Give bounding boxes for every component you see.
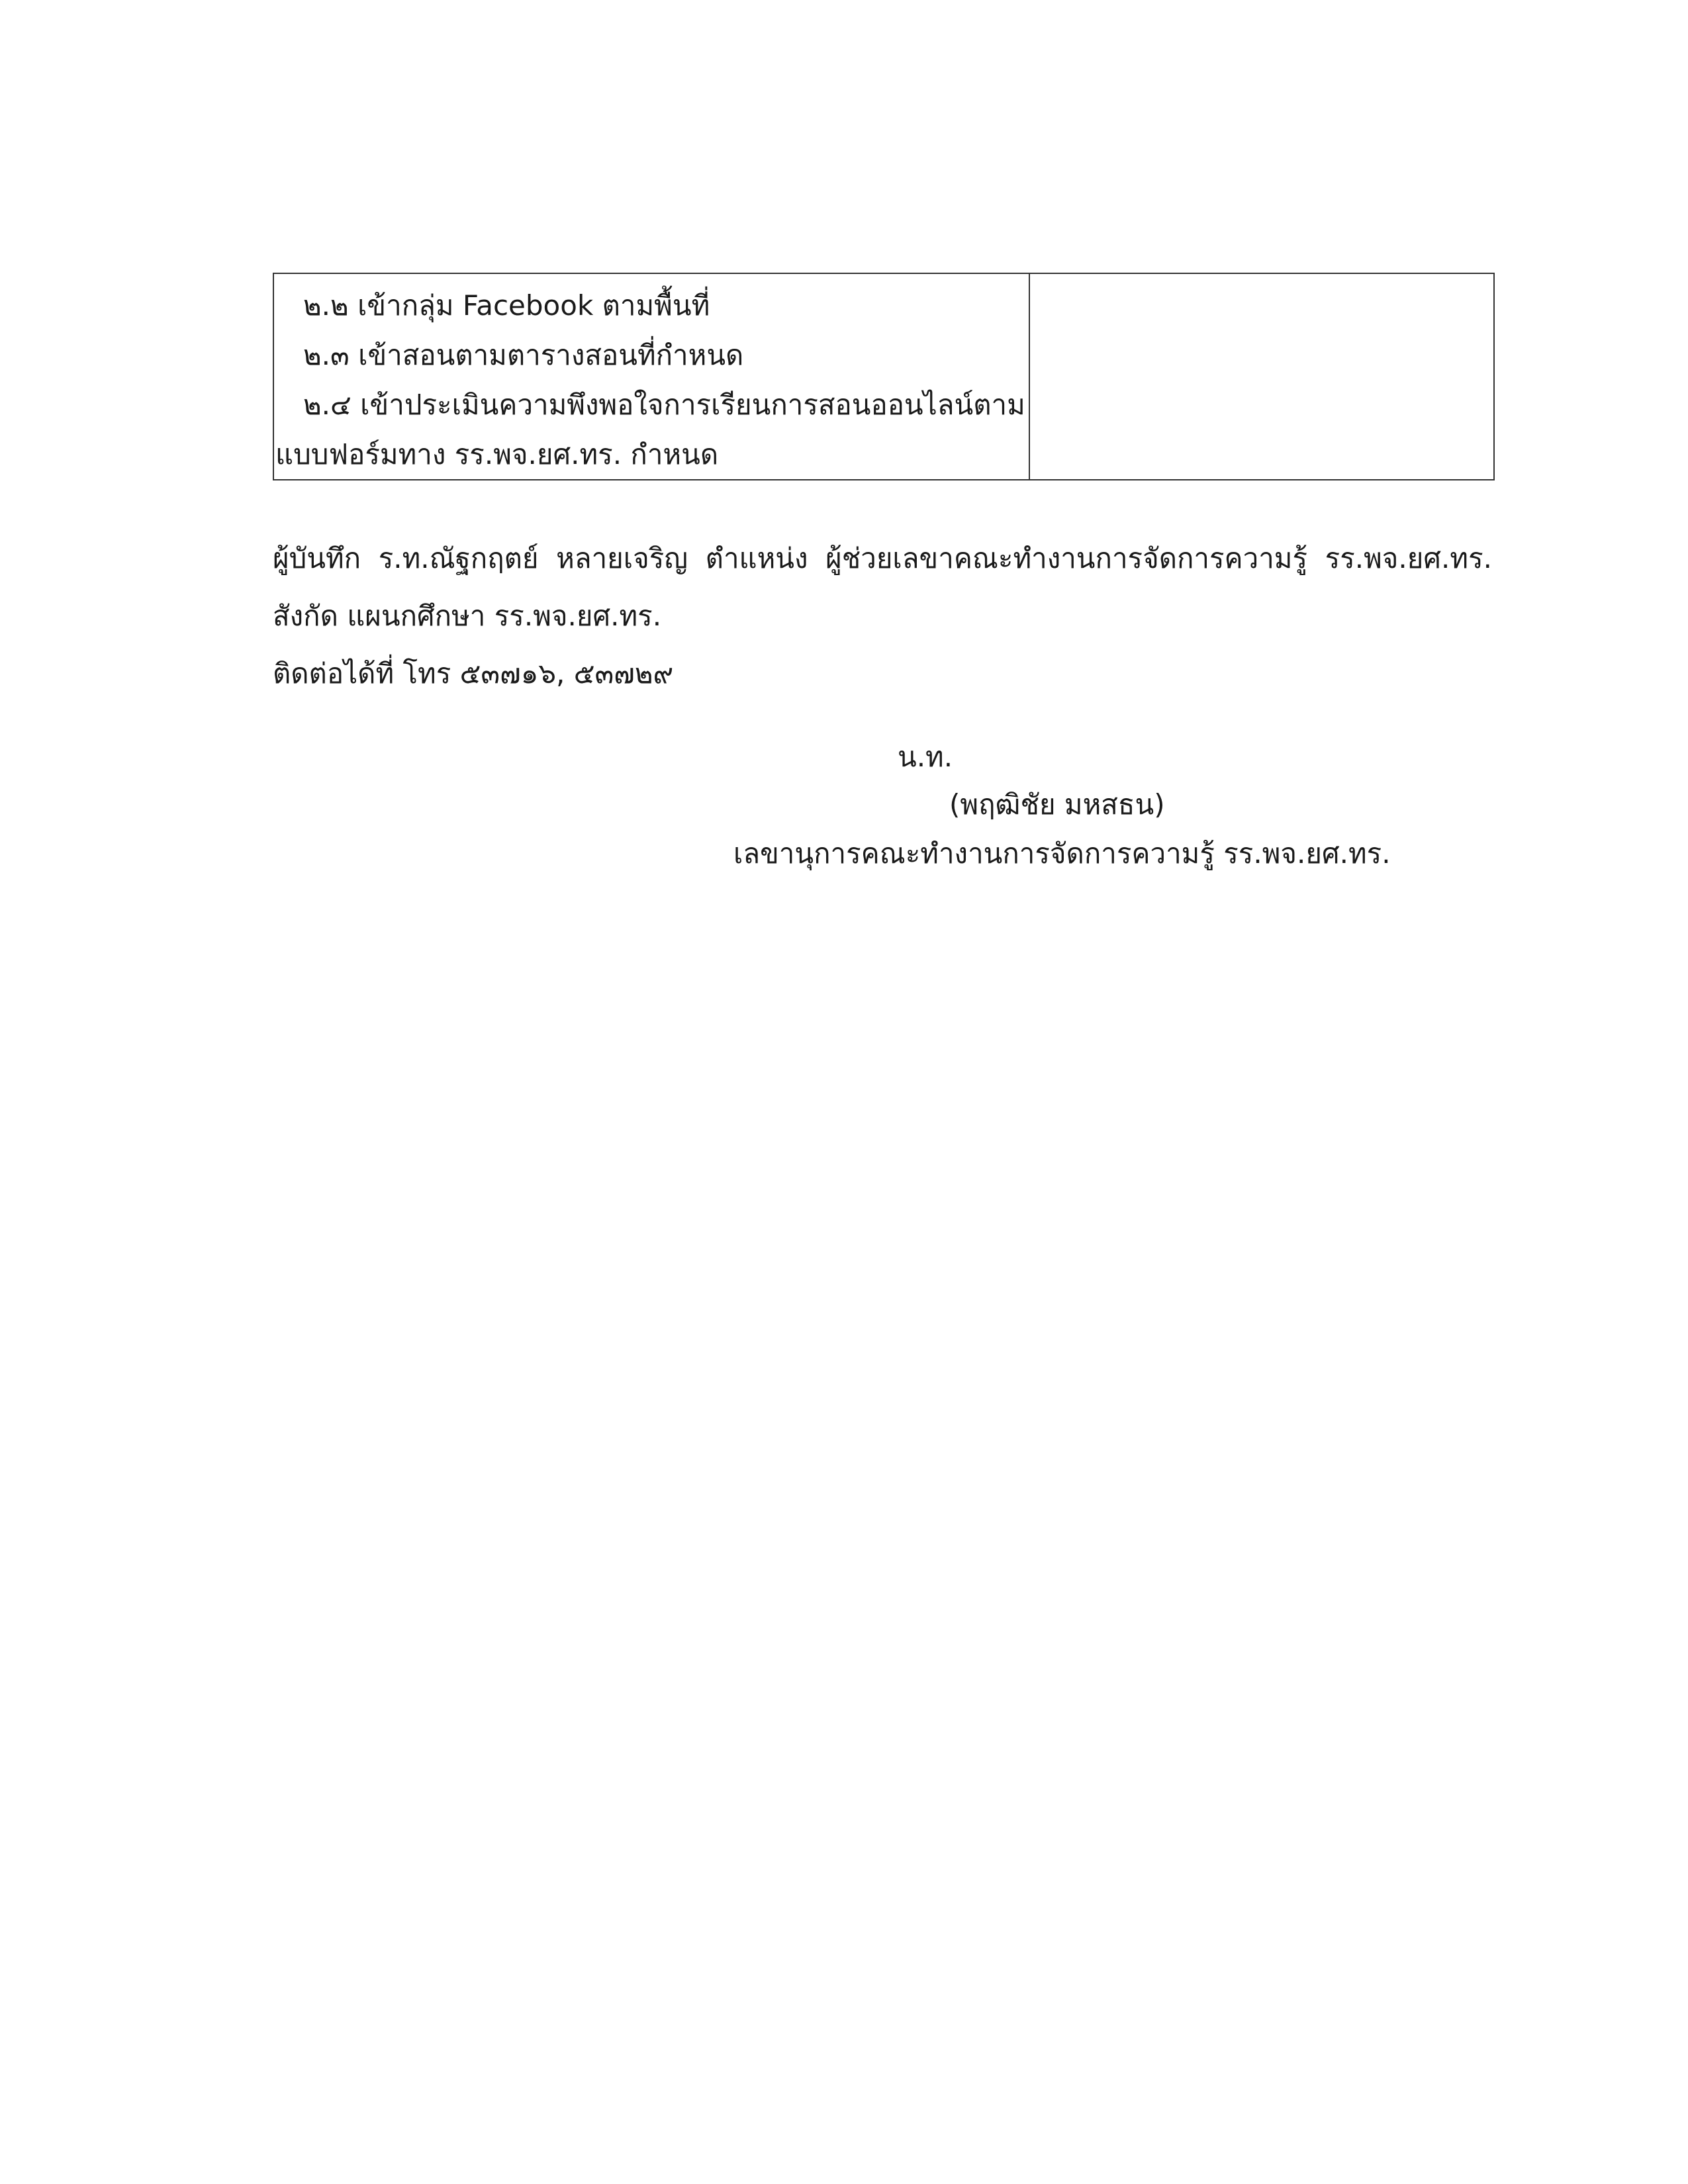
activity-line-2-4: ๒.๔ เข้าประเมินความพึงพอใจการเรียนการสอนออนไลน์ตาม: [303, 388, 1025, 421]
table-cell-activities: [273, 273, 1029, 480]
recorder-notes: [273, 529, 1492, 702]
table-row: [273, 273, 1494, 480]
activity-line-2-3: ๒.๓ เข้าสอนตามตารางสอนที่กำหนด: [303, 339, 744, 371]
signature-rank: น.ท.: [898, 741, 953, 773]
signature-name: (พฤฒิชัย มหสธน): [949, 788, 1165, 821]
signature-position: เลขานุการคณะทำงานการจัดการความรู้ รร.พจ.ยศ.ทร.: [733, 837, 1391, 870]
activity-table: [273, 273, 1495, 480]
activity-line-2-2: ๒.๒ เข้ากลุ่ม Facebook ตามพื้นที่: [303, 289, 710, 322]
affiliation-line: สังกัด แผนกศึกษา รร.พจ.ยศ.ทร.: [273, 600, 662, 632]
recorder-line: ผู้บันทึก ร.ท.ณัฐกฤตย์ หลายเจริญ ตำแหน่ง ผู้ช่วยเลขาคณะทำงานการจัดการความรู้ รร.พจ.ยศ.ทร.: [273, 542, 1492, 574]
contact-line: ติดต่อได้ที่ โทร ๕๓๗๑๖, ๕๓๗๒๙: [273, 657, 674, 690]
table-cell-remarks: [1029, 273, 1494, 480]
activity-line-2-4-continued: แบบฟอร์มทาง รร.พจ.ยศ.ทร. กำหนด: [275, 438, 719, 471]
